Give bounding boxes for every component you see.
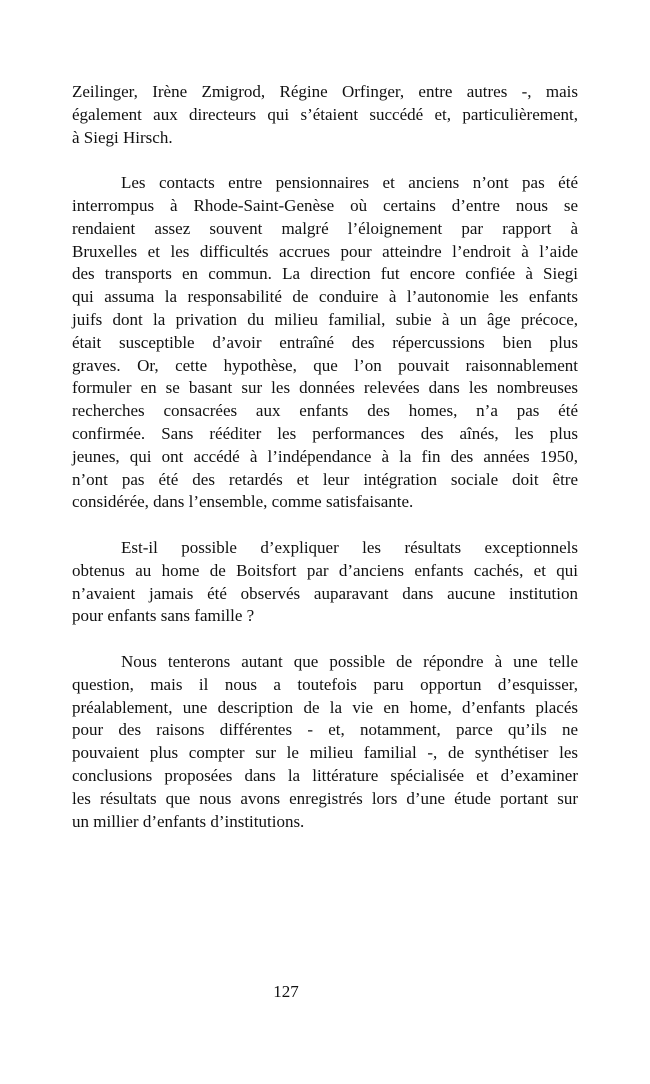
text-line: Les contacts entre pensionnaires et anciens n’ont pas été <box>121 173 578 193</box>
text-line: des transports en commun. La direction fut encore confiée à Siegi <box>72 264 578 284</box>
text-line: conclusions proposées dans la littérature spécialisée et d’examiner <box>72 765 578 785</box>
text-line: les résultats que nous avons enregistrés lors d’une étude portant sur <box>72 788 578 808</box>
text-line: graves. Or, cette hypothèse, que l’on pouvait raisonnablement <box>72 355 578 375</box>
text-line: interrompus à Rhode-Saint-Genèse où certains d’entre nous se <box>72 195 578 215</box>
text-line: également aux directeurs qui s’étaient succédé et, particulièrement, <box>72 104 578 124</box>
text-line: Nous tenterons autant que possible de répondre à une telle <box>121 651 578 671</box>
text-line: juifs dont la privation du milieu familial, subie à un âge précoce, <box>72 309 578 329</box>
text-line: recherches consacrées aux enfants des homes, n’a pas été <box>72 401 578 421</box>
text-line: confirmée. Sans rééditer les performances des aînés, les plus <box>72 423 578 443</box>
text-line: n’avaient jamais été observés auparavant dans aucune institution <box>72 583 578 603</box>
text-line: pouvaient plus compter sur le milieu familial -, de synthétiser les <box>72 743 578 763</box>
text-line: Est-il possible d’expliquer les résultats exceptionnels <box>121 537 578 557</box>
paragraph <box>72 651 578 833</box>
text-line: Bruxelles et les difficultés accrues pour atteindre l’endroit à l’aide <box>72 241 578 261</box>
text-line: était susceptible d’avoir entraîné des répercussions bien plus <box>72 332 578 352</box>
text-line: qui assuma la responsabilité de conduire à l’autonomie les enfants <box>72 287 578 307</box>
page-number: 127 <box>273 982 299 1001</box>
paragraph <box>72 81 578 149</box>
paragraph <box>72 537 578 628</box>
text-line: préalablement, une description de la vie en home, d’enfants placés <box>72 697 578 717</box>
body-text <box>72 81 578 856</box>
text-line: pour enfants sans famille ? <box>72 606 255 626</box>
text-line: à Siegi Hirsch. <box>72 127 173 147</box>
text-line: question, mais il nous a toutefois paru opportun d’esquisser, <box>72 674 578 694</box>
text-line: pour des raisons différentes - et, notamment, parce qu’ils ne <box>72 720 578 740</box>
paragraph <box>72 172 578 514</box>
text-line: jeunes, qui ont accédé à l’indépendance à la fin des années 1950, <box>72 446 578 466</box>
text-line: n’ont pas été des retardés et leur intégration sociale doit être <box>72 469 578 489</box>
text-line: rendaient assez souvent malgré l’éloignement par rapport à <box>72 218 578 238</box>
text-line: Zeilinger, Irène Zmigrod, Régine Orfinger, entre autres -, mais <box>72 82 578 101</box>
text-line: considérée, dans l’ensemble, comme satisfaisante. <box>72 492 414 512</box>
text-line: obtenus au home de Boitsfort par d’anciens enfants cachés, et qui <box>72 560 578 580</box>
text-line: un millier d’enfants d’institutions. <box>72 811 305 831</box>
text-line: formuler en se basant sur les données relevées dans les nombreuses <box>72 378 578 398</box>
